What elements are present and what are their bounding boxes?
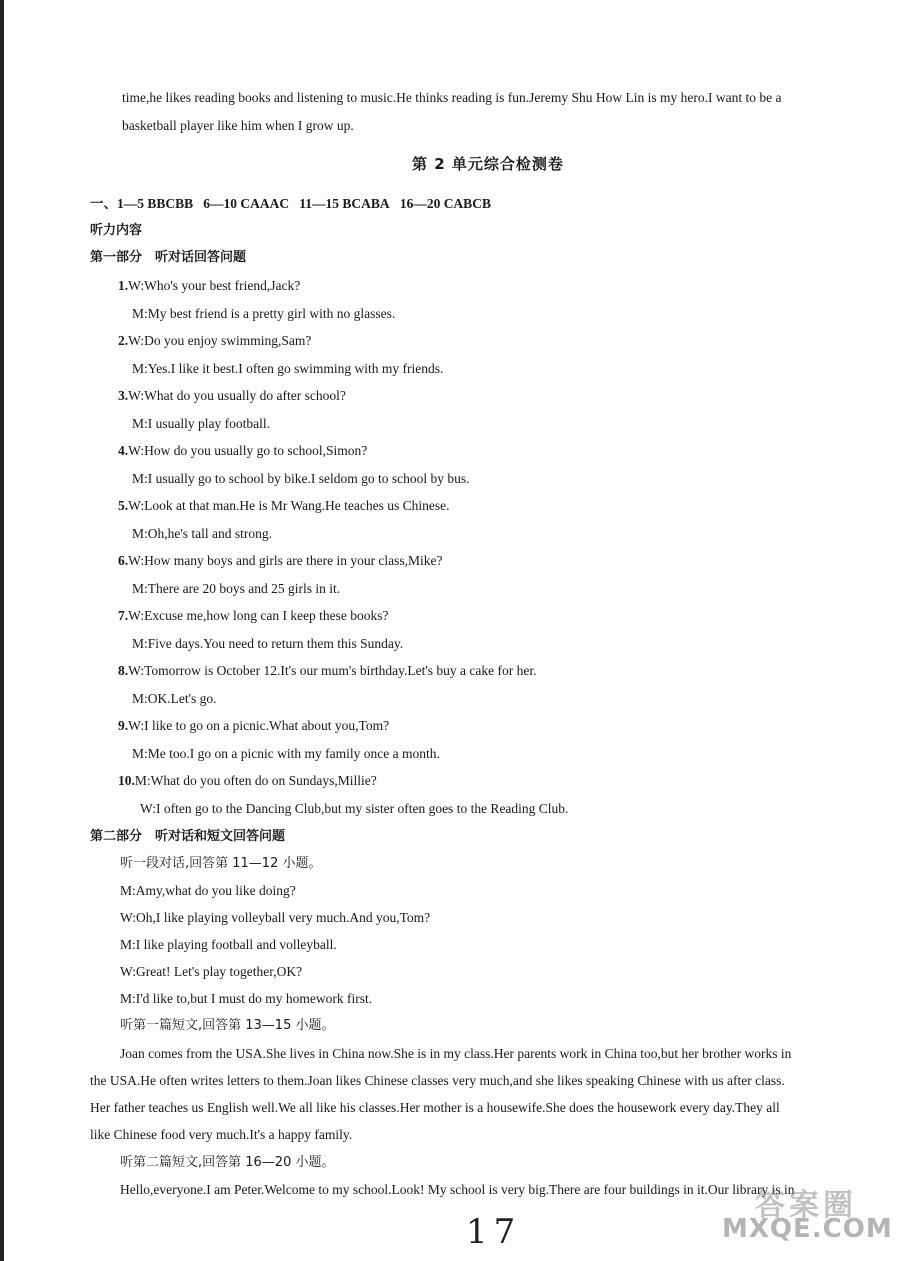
passage2-intro: 听第二篇短文,回答第 16—20 小题。 [120,1155,335,1170]
dialogue-answer: M:Yes.I like it best.I often go swimming with my friends. [132,361,444,376]
dialogue-question: 7.W:Excuse me,how long can I keep these books? [118,608,389,623]
dialogue-question: 10.M:What do you often do on Sundays,Millie? [118,773,377,788]
answer-letters: BCABA [342,196,390,211]
part2-heading: 第二部分 听对话和短文回答问题 [90,829,286,844]
answer-letters: CAAAC [240,196,290,211]
dialogue-question: 1.W:Who's your best friend,Jack? [118,278,301,293]
dialogue-line: M:Amy,what do you like doing? [120,883,296,898]
watermark-site: MXQE.COM [722,1214,893,1244]
answer-range: 1—5 [117,196,144,211]
passage1-line: Her father teaches us English well.We all like his classes.Her mother is a housewife.She does the housework every day.They all [90,1100,780,1115]
page-number: 17 [466,1212,522,1252]
passage1-line: the USA.He often writes letters to them.Joan likes Chinese classes very much,and she likes speaking Chinese with us after class. [90,1073,785,1088]
part1-heading: 第一部分 听对话回答问题 [90,250,247,265]
dialogue-question: 4.W:How do you usually go to school,Simon? [118,443,368,458]
dialogue-question: 6.W:How many boys and girls are there in your class,Mike? [118,553,443,568]
passage2-line: Hello,everyone.I am Peter.Welcome to my school.Look! My school is very big.There are four buildings in it.Our library is in [120,1182,795,1197]
answer-letters: CABCB [443,196,491,211]
top-paragraph-line-2: basketball player like him when I grow up. [122,118,354,133]
answer-key-prefix: 一、 [90,196,117,212]
answer-key [90,195,491,213]
dialogue-question: 8.W:Tomorrow is October 12.It's our mum's birthday.Let's buy a cake for her. [118,663,537,678]
dialogue-line: W:Great! Let's play together,OK? [120,964,303,979]
dialogue-answer: M:Oh,he's tall and strong. [132,526,273,541]
listening-heading: 听力内容 [90,223,143,238]
dialogue-answer: W:I often go to the Dancing Club,but my sister often goes to the Reading Club. [140,801,569,816]
dialogue-answer: M:Five days.You need to return them this Sunday. [132,636,404,651]
watermark-logo: 答案圈 [755,1188,857,1223]
dialogue-answer: M:My best friend is a pretty girl with no glasses. [132,306,396,321]
section-title: 第 2 单元综合检测卷 [412,155,564,173]
dialogue-line: M:I like playing football and volleyball. [120,937,337,952]
passage1-intro: 听第一篇短文,回答第 13—15 小题。 [120,1018,335,1033]
dialogue-answer: M:There are 20 boys and 25 girls in it. [132,581,341,596]
dialogue-line: W:Oh,I like playing volleyball very much.And you,Tom? [120,910,431,925]
top-paragraph-line-1: time,he likes reading books and listening to music.He thinks reading is fun.Jeremy Shu How Lin is my hero.I want to be a [122,90,782,105]
dialogue-question: 9.W:I like to go on a picnic.What about you,Tom? [118,718,390,733]
dialogue-question: 2.W:Do you enjoy swimming,Sam? [118,333,312,348]
dialogue-answer: M:I usually go to school by bike.I seldom go to school by bus. [132,471,470,486]
answer-range: 6—10 [203,196,238,211]
dialogue-question: 5.W:Look at that man.He is Mr Wang.He teaches us Chinese. [118,498,450,513]
passage1-line: Joan comes from the USA.She lives in China now.She is in my class.Her parents work in China too,but her brother works in [120,1046,792,1061]
dialogue-answer: M:Me too.I go on a picnic with my family once a month. [132,746,440,761]
dialogue-question: 3.W:What do you usually do after school? [118,388,346,403]
scan-edge [0,0,4,1261]
dialogue-answer: M:I usually play football. [132,416,270,431]
answer-range: 16—20 [399,196,441,211]
passage1-line: like Chinese food very much.It's a happy family. [90,1127,353,1142]
answer-letters: BBCBB [147,196,194,211]
watermark [722,1180,892,1250]
dialogue-answer: M:OK.Let's go. [132,691,217,706]
answer-range: 11—15 [299,196,340,211]
dialogue-intro: 听一段对话,回答第 11—12 小题。 [120,856,322,871]
dialogue-line: M:I'd like to,but I must do my homework first. [120,991,373,1006]
